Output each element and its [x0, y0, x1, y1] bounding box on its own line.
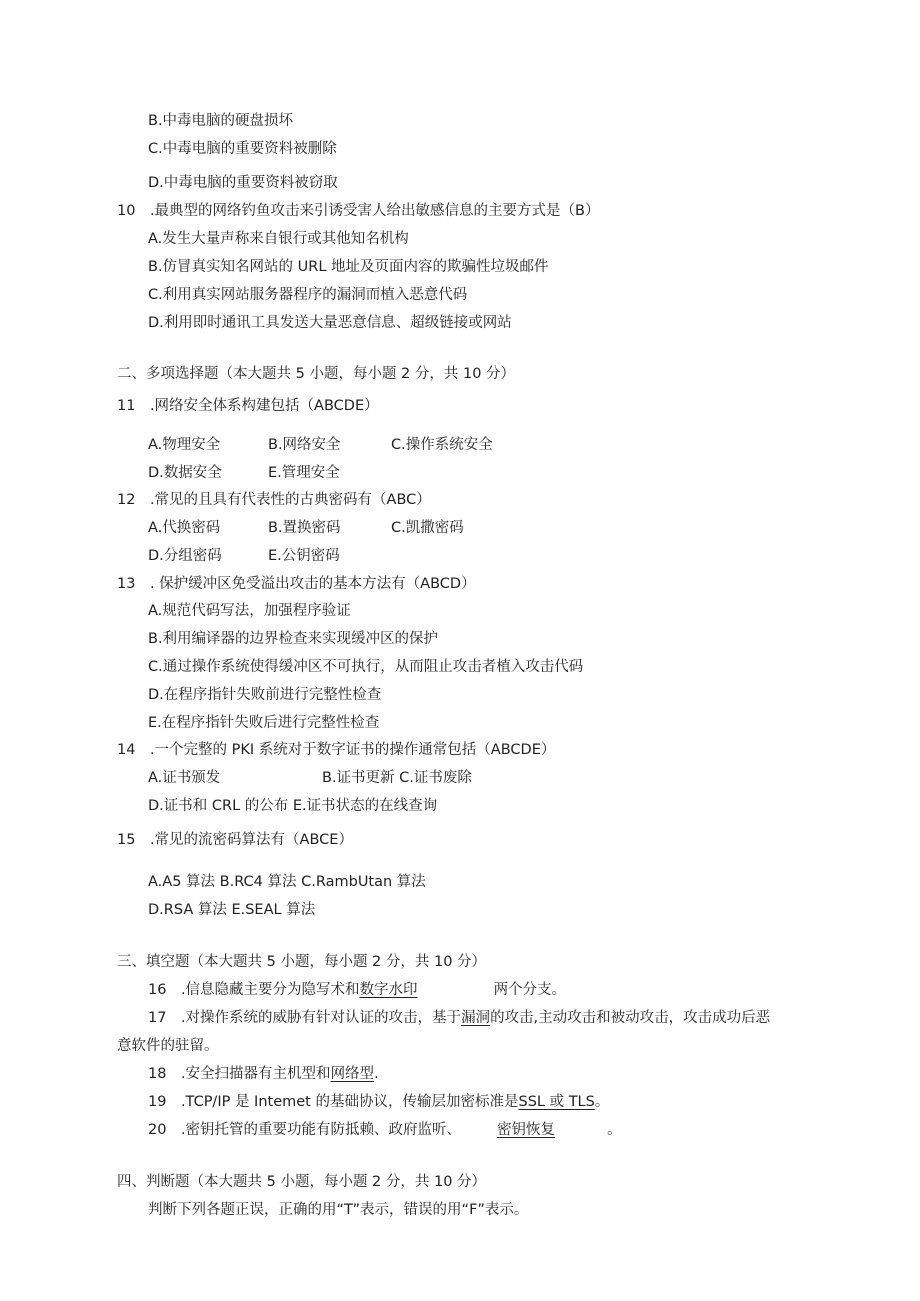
q12-option-c: C.凯撒密码	[391, 520, 464, 536]
q11-option-a: A.物理安全	[148, 437, 221, 453]
q10-option-c: C.利用真实网站服务器程序的漏洞而植入恶意代码	[148, 287, 468, 303]
section2-heading: 二、多项选择题（本大题共 5 小题，每小题 2 分，共 10 分）	[117, 366, 516, 382]
q11-option-b: B.网络安全	[268, 437, 341, 453]
q16-line	[148, 980, 566, 1000]
q9-option-d: D.中毒电脑的重要资料被窃取	[148, 175, 338, 191]
section4-instruction: 判断下列各题正误，正确的用“T”表示，错误的用“F”表示。	[148, 1202, 529, 1218]
q18-answer: 网络型	[330, 1066, 375, 1082]
q10-stem: 10 .最典型的网络钓鱼攻击来引诱受害人给出敏感信息的主要方式是（B）	[117, 203, 600, 219]
q13-stem: 13 . 保护缓冲区免受溢出攻击的基本方法有（ABCD）	[117, 576, 476, 592]
q19-text-end: 。	[594, 1094, 610, 1110]
q13-option-b: B.利用编译器的边界检查来实现缓冲区的保护	[148, 631, 439, 647]
q13-option-c: C.通过操作系统使得缓冲区不可执行，从而阻止攻击者植入攻击代码	[148, 659, 584, 675]
q19-text: 19 .TCP/IP 是 Intemet 的基础协议，传输层加密标准是	[148, 1094, 519, 1110]
q14-stem: 14 .一个完整的 PKI 系统对于数字证书的操作通常包括（ABCDE）	[117, 742, 556, 758]
q20-text-end: 。	[607, 1122, 622, 1138]
q12-stem: 12 .常见的且具有代表性的古典密码有（ABC）	[117, 492, 431, 508]
q20-line	[148, 1120, 622, 1140]
q12-option-e: E.公钥密码	[268, 548, 340, 564]
q13-option-d: D.在程序指针失败前进行完整性检查	[148, 687, 382, 703]
q18-text-end: .	[374, 1066, 379, 1082]
q10-option-a: A.发生大量声称来自银行或其他知名机构	[148, 231, 409, 247]
q17-text-end: 的攻击,主动攻击和被动攻击，攻击成功后恶	[490, 1010, 771, 1026]
q14-option-bc: B.证书更新 C.证书废除	[322, 770, 472, 786]
q14-option-a: A.证书颁发	[148, 770, 221, 786]
q12-option-d: D.分组密码	[148, 548, 222, 564]
q19-line	[148, 1092, 609, 1112]
q11-option-e: E.管理安全	[268, 465, 340, 481]
q18-text: 18 .安全扫描器有主机型和	[148, 1066, 331, 1082]
q12-option-b: B.置换密码	[268, 520, 341, 536]
q17-line	[148, 1008, 770, 1028]
q17-line-2: 意软件的驻留。	[117, 1038, 219, 1054]
section4-heading: 四、判断题（本大题共 5 小题，每小题 2 分，共 10 分）	[117, 1174, 487, 1190]
q10-option-b: B.仿冒真实知名网站的 URL 地址及页面内容的欺骗性垃圾邮件	[148, 259, 549, 275]
section3-heading: 三、填空题（本大题共 5 小题，每小题 2 分，共 10 分）	[117, 954, 487, 970]
q13-option-e: E.在程序指针失败后进行完整性检查	[148, 715, 380, 731]
q9-option-b: B.中毒电脑的硬盘损坏	[148, 113, 294, 129]
q20-answer: 密钥恢复	[497, 1122, 556, 1138]
q11-option-d: D.数据安全	[148, 465, 222, 481]
q15-options-abc: A.A5 算法 B.RC4 算法 C.RambUtan 算法	[148, 874, 426, 890]
q20-text: 20 .密钥托管的重要功能有防抵赖、政府监听、	[148, 1122, 462, 1138]
q17-answer: 漏洞	[461, 1010, 491, 1026]
q18-line	[148, 1064, 379, 1084]
q19-answer: SSL 或 TLS	[518, 1094, 595, 1110]
q11-option-c: C.操作系统安全	[391, 437, 493, 453]
q16-answer: 数字水印	[359, 982, 418, 998]
q9-option-c: C.中毒电脑的重要资料被删除	[148, 141, 337, 157]
q16-text-end: 两个分支。	[493, 982, 567, 998]
q17-text: 17 .对操作系统的威胁有针对认证的攻击，基于	[148, 1010, 462, 1026]
q14-option-de: D.证书和 CRL 的公布 E.证书状态的在线查询	[148, 798, 438, 814]
q12-option-a: A.代换密码	[148, 520, 221, 536]
q13-option-a: A.规范代码写法，加强程序验证	[148, 603, 351, 619]
q16-text: 16 .信息隐藏主要分为隐写术和	[148, 982, 360, 998]
q10-option-d: D.利用即时通讯工具发送大量恶意信息、超级链接或网站	[148, 315, 512, 331]
q15-stem: 15 .常见的流密码算法有（ABCE）	[117, 832, 353, 848]
q15-options-de: D.RSA 算法 E.SEAL 算法	[148, 902, 316, 918]
q11-stem: 11 .网络安全体系构建包括（ABCDE）	[117, 398, 379, 414]
